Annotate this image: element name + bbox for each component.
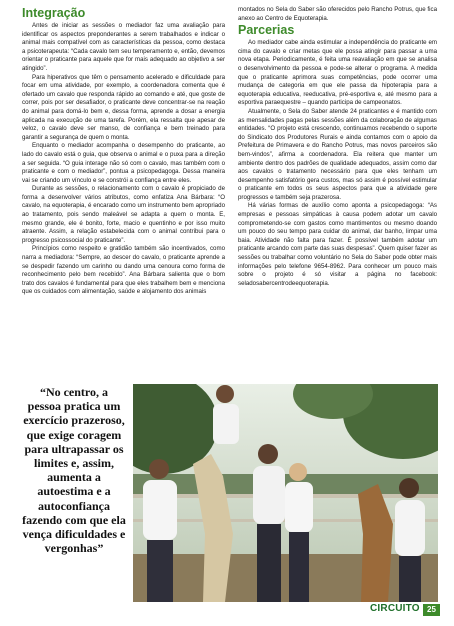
paragraph: Antes de iniciar as sessões o mediador faz uma avaliação para identificar os aspectos preponderantes a serem trabalhados e indicar o animal mais compatível com as características da pessoa, como destaca a psicoterapeuta: “Cada cavalo tem seu temperamento e, então, devemos orientar o praticante para aquele que for mais adequado ao objetivo a ser atingido”. [22, 22, 225, 72]
paragraph: Ao mediador cabe ainda estimular a independência do praticante em cima do cavalo e criar metas que ele possa atingir para passar a uma nova etapa. Periodicamente, é feita uma reavaliação em que se analisa o desenvolvimento da pessoa e pode-se alterar o programa. A medida que o praticante aprimora suas competências, pode ocorrer uma mudança de categoria em que ele passa da hipoterapia para a equoterapia educativa, reeducativa, pré-esportiva e, até mesmo para a esportiva paraequestre – quando participa de campeonatos. [238, 39, 437, 107]
circuito-logo: CIRCUITO [370, 603, 420, 614]
section-title-integracao: Integração [22, 6, 86, 20]
paragraph-continuation: montados no Sela do Saber são oferecidos pelo Rancho Potrus, que fica anexo ao Centro de Equoterapia. [238, 6, 437, 22]
paragraph: Princípios como respeito e gratidão também são incentivados, como narra a mediadora: “Sempre, ao descer do cavalo, o praticante aprende a se despedir fazendo um carinho ou dando uma cenoura como forma de reconhecimento pelo bem recebido”. Ana Bárbara salienta que o bom trato dos cavalos é fundamental para que eles trabalhem bem e menciona que os cuidados com alimentação, saúde e alojamento dos animais [22, 245, 225, 296]
paragraph: Durante as sessões, o relacionamento com o cavalo é propiciado de forma a desenvolver vários atributos, como enfatiza Ana Bárbara: “O cavalo, na equoterapia, é encarado como um instrumento bem apropriado ao tratamento, pois sendo maleável se adapta a quem o monta. E, mesmo grande, ele é bonito, forte, macio e quentinho e por isso muito atraente. Assim, a relação estabelecida com o animal contribui para o progresso psicossocial do praticante”. [22, 185, 225, 244]
section-title-parcerias: Parcerias [238, 23, 295, 38]
paragraph: Há várias formas de auxílio como aponta a psicopedagoga: “As empresas e pessoas simpáticas à causa podem adotar um cavalo comprometendo-se com gastos como mantimentos ou mesmo doando um pouco do seu tempo para cuidar do animal, dar banho, limpar uma baia. Atividade não falta para fazer. É possível também adotar um praticante arcando com parte das suas despesas”. Quem quiser fazer as sessões ou trabalhar como voluntário no Sela do Saber pode obter mais informações pelo telefone 9654-8962. Para conhecer um pouco mais sobre o projeto é só visitar a página no facebook: seladosabercentrodeequoterapia. [238, 202, 437, 287]
page-number: 25 [423, 604, 440, 616]
paragraph: Atualmente, o Sela do Saber atende 24 praticantes e é mantido com as mensalidades pagas pelas sessões além da colaboração de algumas entidades. “O projeto está crescendo, continuamos recebendo o suporte do Sindicato dos Produtores Rurais e ainda contamos com o apoio da Prefeitura de Primavera e do Rancho Potrus, mas novos parceiros são bem-vindos”, afirma a coordenadora. Ela reitera que manter um ambiente dentro dos padrões de qualidade adequados, assim como dar aos cavalos o tratamento necessário para que eles tenham um desempenho satisfatório gera custos, mas só assim é possível estimular o praticante em todos os seus aspectos para que a atividade gere progressos e também seja prazerosa. [238, 107, 437, 201]
right-column [238, 6, 437, 288]
left-column [22, 6, 225, 297]
group-photo [133, 384, 438, 602]
paragraph: Para hiperativos que têm o pensamento acelerado e dificuldade para focar em uma atividade, por exemplo, a coordenadora comenta que é ofertado um cavalo que responda rápido ao comando e até, que goste de correr, pois por ser desafiador, o praticante deve concentrar-se na reação do animal para domá-lo bem e, dessa forma, aprende a dosar a energia aplicada na execução de uma tarefa. Porém, ela ressalta que apesar de veloz, o cavalo deve ser manso, de confiança e bem treinado para garantir a segurança de quem o monta. [22, 73, 225, 141]
paragraph: Enquanto o mediador acompanha o desempenho do praticante, ao lado do cavalo está o guia, que observa o animal e o puxa para a direção a ser seguida. “O guia interage não só com o cavalo, mas também com o praticante e com o mediador”, pontua a psicopedagoga. Dessa maneira vai se criando um vínculo e se constrói a confiança entre eles. [22, 142, 225, 184]
pull-quote: “No centro, a pessoa pratica um exercício prazeroso, que exige coragem para ultrapassar os limites e, assim, aumenta a autoestima e a autoconfiança fazendo com que ela vença dificuldades e vergonhas” [22, 385, 126, 556]
footer [370, 603, 440, 617]
